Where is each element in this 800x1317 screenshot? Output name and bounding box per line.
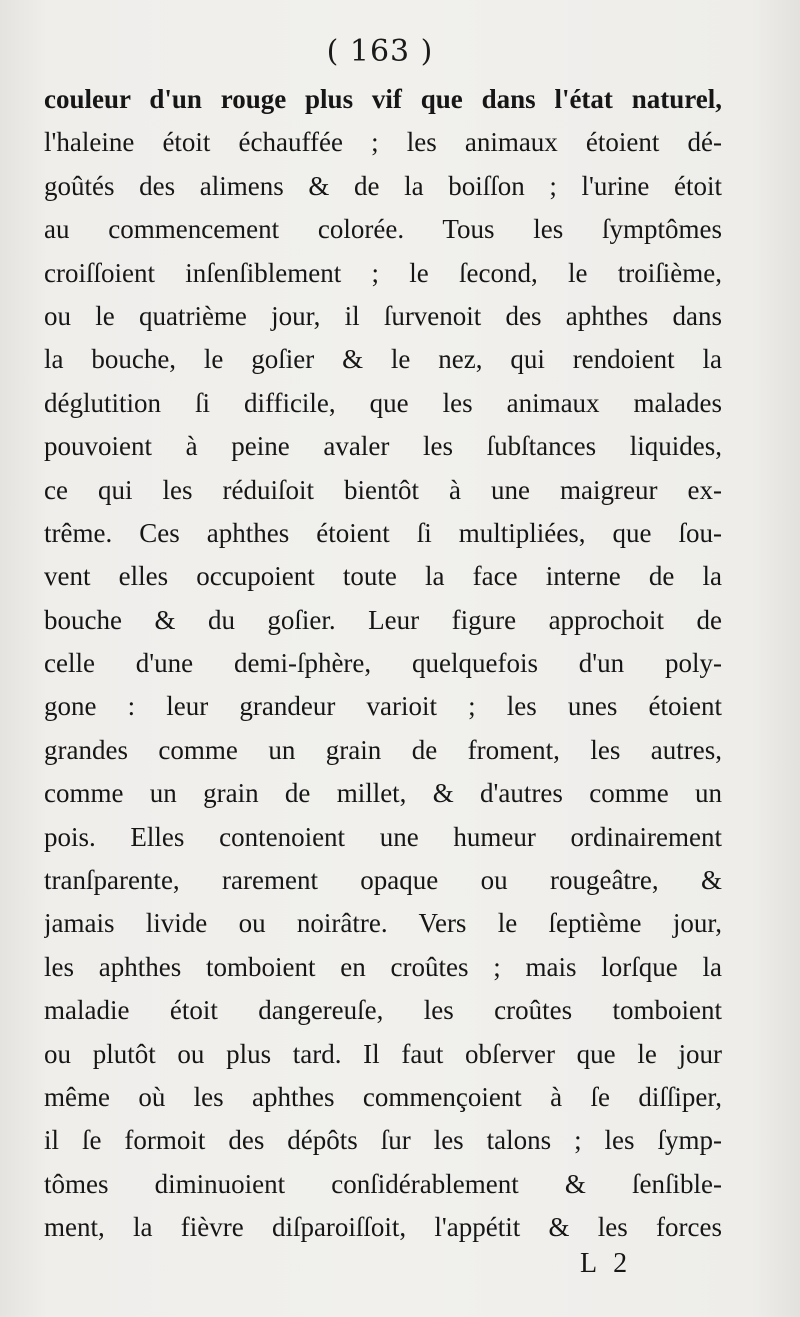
text-line: tranſparente, rarement opaque ou rougeâtre, &: [44, 865, 722, 896]
text-line: au commencement colorée. Tous les ſymptômes: [44, 214, 722, 245]
text-line: déglutition ſi difficile, que les animaux malades: [44, 387, 722, 418]
text-line: couleur d'un rouge plus vif que dans l'état naturel,: [44, 84, 722, 114]
text-line: ce qui les réduiſoit bientôt à une maigreur ex-: [44, 474, 722, 505]
text-line: gone : leur grandeur varioit ; les unes étoient: [44, 691, 722, 722]
text-line: celle d'une demi-ſphère, quelquefois d'un poly-: [44, 648, 722, 679]
text-line: la bouche, le goſier & le nez, qui rendoient la: [44, 344, 722, 375]
signature-mark: L 2: [580, 1248, 628, 1279]
text-line: trême. Ces aphthes étoient ſi multipliées, que ſou-: [44, 517, 722, 548]
text-line: goûtés des alimens & de la boiſſon ; l'urine étoit: [44, 170, 722, 201]
text-line: croiſſoient inſenſiblement ; le ſecond, le troiſième,: [44, 257, 722, 288]
text-line: ou le quatrième jour, il ſurvenoit des aphthes dans: [44, 300, 722, 331]
page-number: ( 163 ): [326, 34, 434, 69]
text-line: jamais livide ou noirâtre. Vers le ſeptième jour,: [44, 908, 722, 939]
text-line: il ſe formoit des dépôts ſur les talons ; les ſymp-: [44, 1125, 722, 1156]
text-line: pouvoient à peine avaler les ſubſtances liquides,: [44, 431, 722, 462]
text-line: ment, la fièvre diſparoiſſoit, l'appétit & les forces: [44, 1212, 722, 1243]
text-line: ou plutôt ou plus tard. Il faut obſerver que le jour: [44, 1038, 722, 1069]
text-line: vent elles occupoient toute la face interne de la: [44, 561, 722, 592]
text-line: l'haleine étoit échauffée ; les animaux étoient dé-: [44, 127, 722, 158]
text-line: comme un grain de millet, & d'autres comme un: [44, 778, 722, 809]
body-text: [44, 78, 722, 1250]
text-line: grandes comme un grain de froment, les autres,: [44, 734, 722, 765]
text-line: maladie étoit dangereuſe, les croûtes tomboient: [44, 995, 722, 1026]
text-line: tômes diminuoient conſidérablement & ſenſible-: [44, 1168, 722, 1199]
text-line: les aphthes tomboient en croûtes ; mais lorſque la: [44, 951, 722, 982]
text-line: pois. Elles contenoient une humeur ordinairement: [44, 821, 722, 852]
text-line: bouche & du goſier. Leur figure approchoit de: [44, 604, 722, 635]
text-line: même où les aphthes commençoient à ſe diſſiper,: [44, 1081, 722, 1112]
